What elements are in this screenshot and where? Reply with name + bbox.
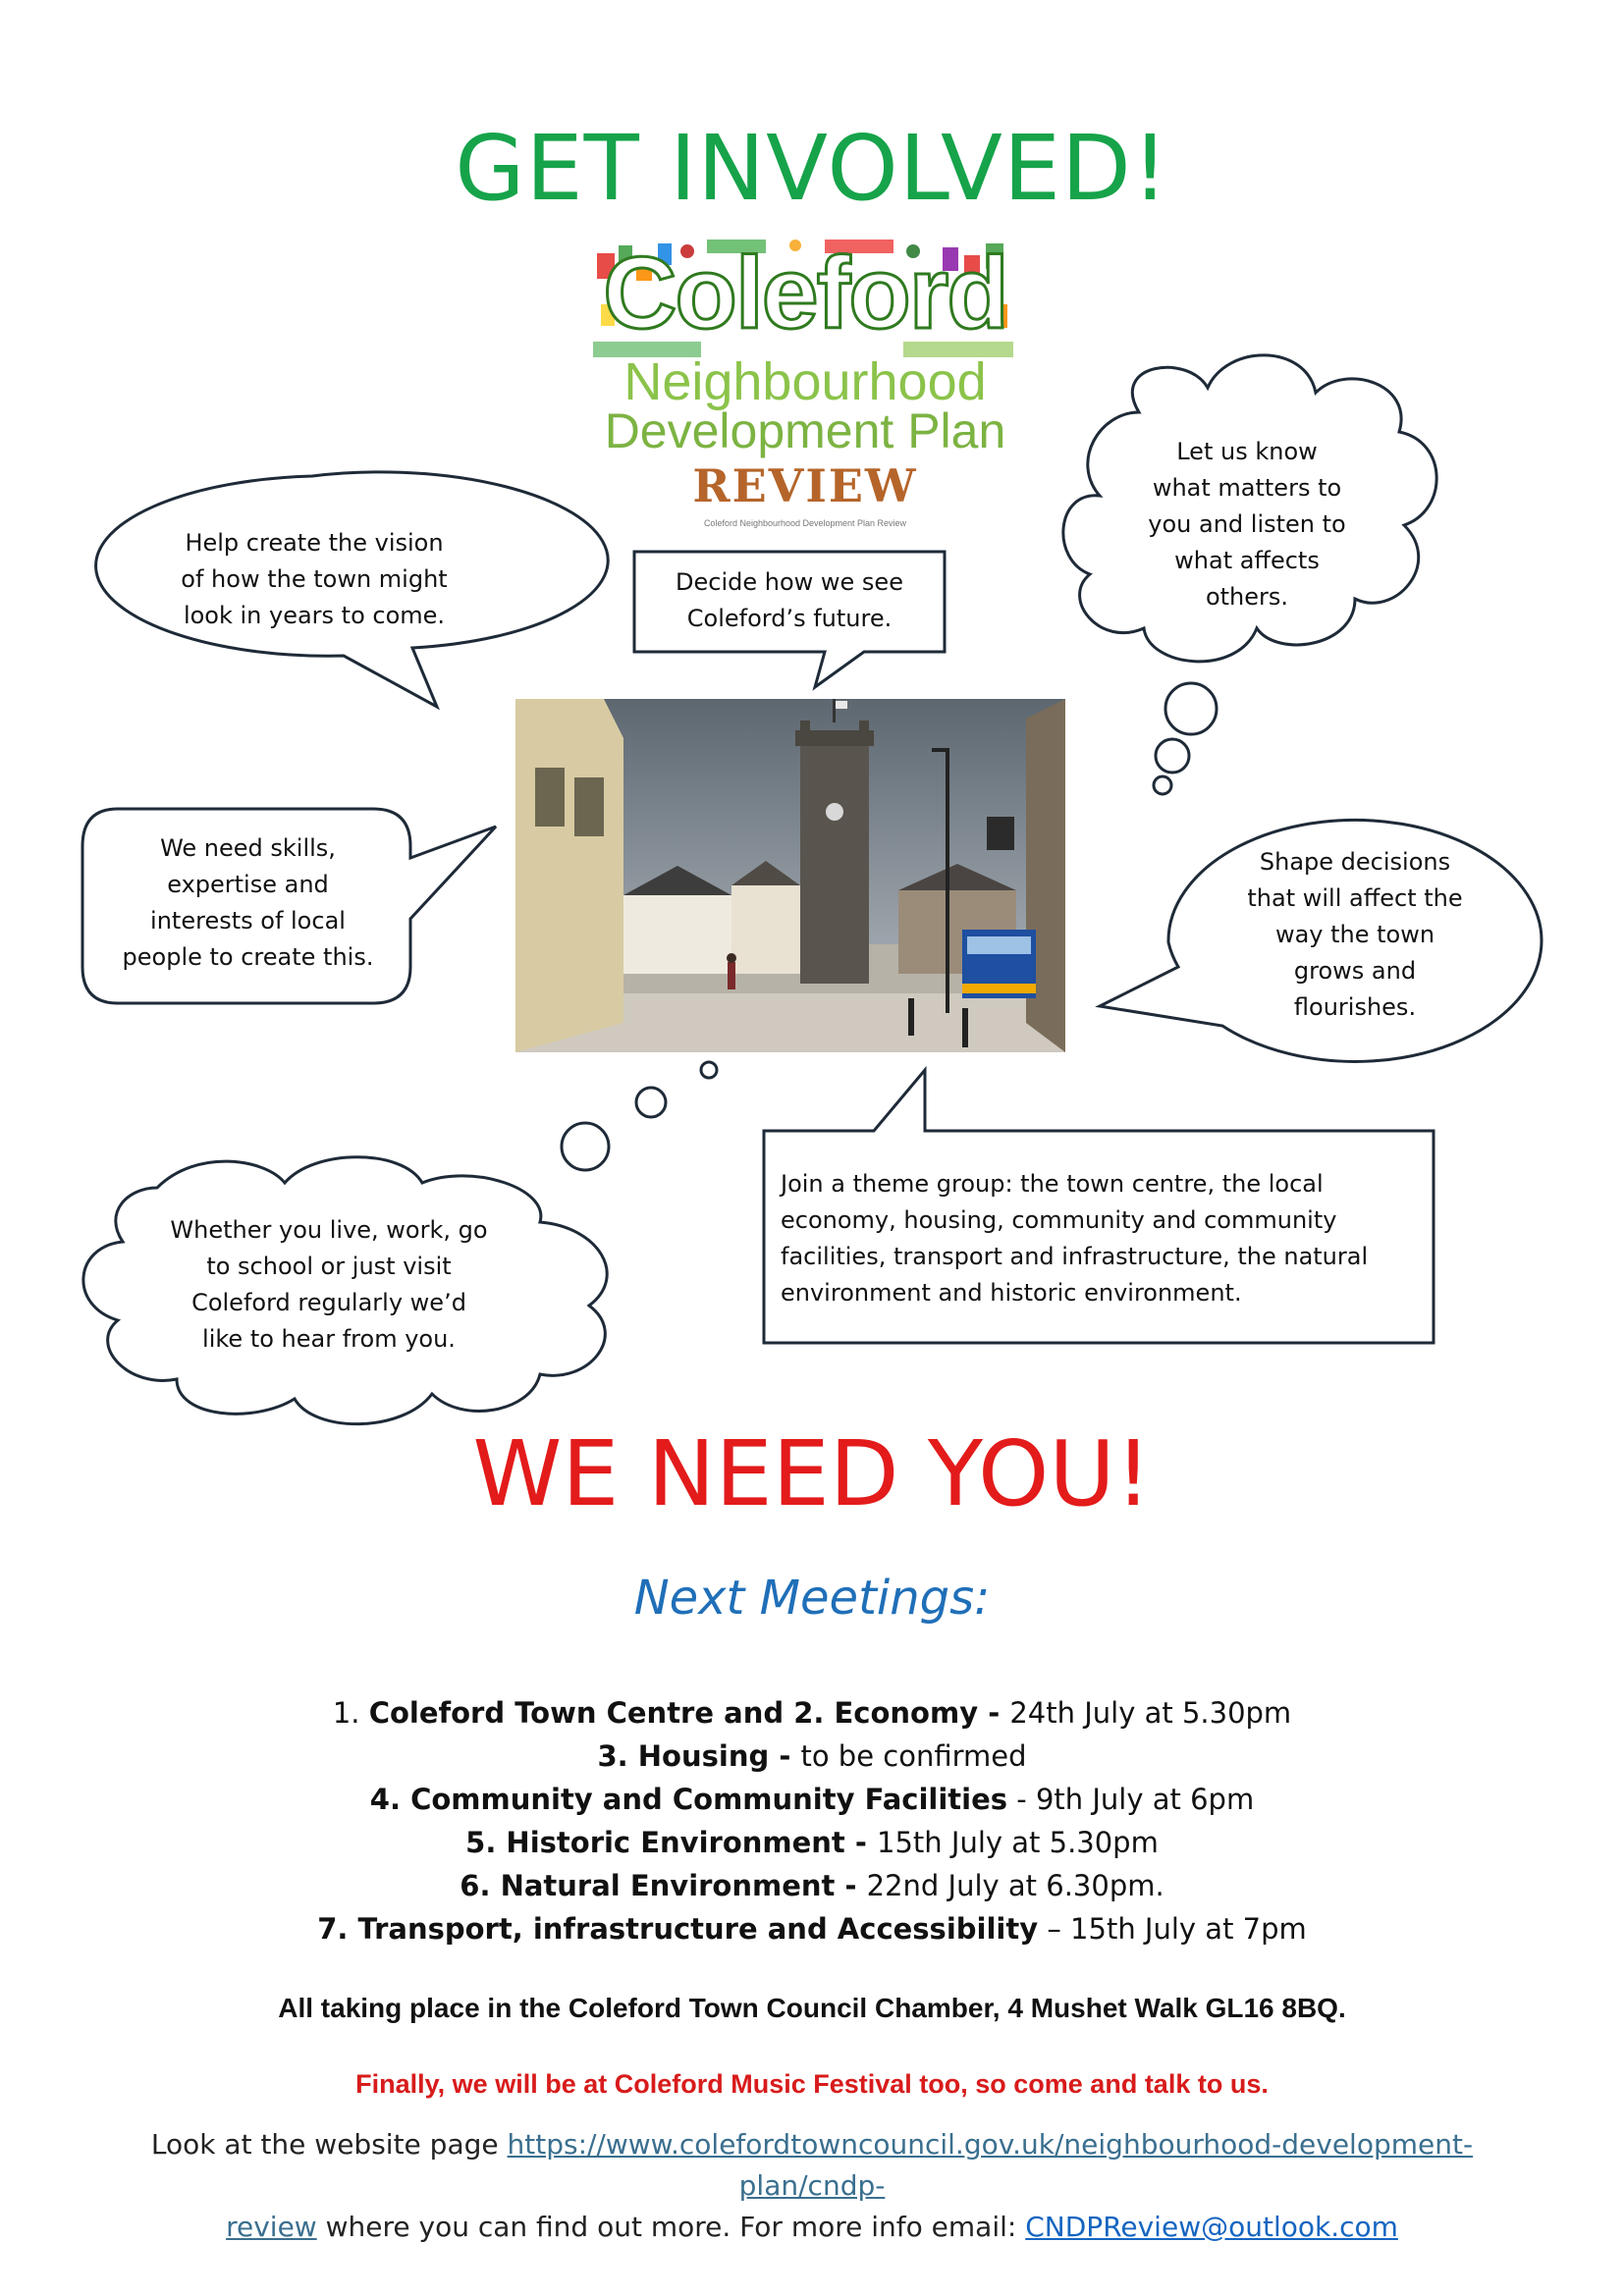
vision-text: Help create the vision of how the town might look in years to come. xyxy=(181,529,448,629)
meeting-item: 1. Coleford Town Centre and 2. Economy - 24th July at 5.30pm xyxy=(332,1696,1292,1730)
logo-line-review: REVIEW xyxy=(692,459,918,512)
meeting-item: 3. Housing - to be confirmed xyxy=(597,1739,1027,1773)
logo-caption: Coleford Neighbourhood Development Plan Review xyxy=(703,518,907,528)
meeting-item: 5. Historic Environment - 15th July at 5.30pm xyxy=(465,1826,1159,1859)
logo-title: Coleford xyxy=(603,237,1007,350)
shape-text: Shape decisions that will affect the way the town grows and flourishes. xyxy=(1247,848,1463,1021)
whether-text: Whether you live, work, go to school or just visit Coleford regularly we’d like to hear from you. xyxy=(170,1216,488,1353)
meeting-item: 4. Community and Community Facilities - 9th July at 6pm xyxy=(369,1783,1255,1816)
skills-text: We need skills, expertise and interests of local people to create this. xyxy=(122,834,374,971)
let-us-know-text: Let us know what matters to you and listen to what affects others. xyxy=(1148,438,1346,611)
meeting-location: All taking place in the Coleford Town Council Chamber, 4 Mushet Walk GL16 8BQ. xyxy=(278,1993,1346,2023)
website-info: Look at the website page https://www.colefordtowncouncil.gov.uk/neighbourhood-development-plan/cndp- review where you can find out more. For more info email: CNDPReview@outlook.com xyxy=(150,2128,1474,2243)
logo-line-development-plan: Development Plan xyxy=(604,403,1006,458)
meeting-item: 6. Natural Environment - 22nd July at 6.30pm. xyxy=(460,1869,1164,1902)
email-link[interactable]: CNDPReview@outlook.com xyxy=(1025,2211,1398,2243)
theme-text: Join a theme group: the town centre, the local economy, housing, community and community facilities, transport and infrastructure, the natural environment and historic environment. xyxy=(781,1170,1369,1307)
website-link[interactable]: https://www.colefordtowncouncil.gov.uk/neighbourhood-development-plan/cndp- xyxy=(507,2128,1474,2202)
website-link-continued[interactable]: review xyxy=(226,2211,317,2243)
logo-line-neighbourhood: Neighbourhood xyxy=(623,352,987,411)
town-centre-photo xyxy=(515,699,1065,1052)
decide-text: Decide how we see Coleford’s future. xyxy=(676,568,903,632)
we-need-you-heading: WE NEED YOU! xyxy=(472,1421,1152,1526)
music-festival-note: Finally, we will be at Coleford Music Festival too, so come and talk to us. xyxy=(355,2069,1269,2099)
page-title: GET INVOLVED! xyxy=(455,116,1169,221)
next-meetings-heading: Next Meetings: xyxy=(633,1571,991,1626)
meeting-item: 7. Transport, infrastructure and Accessibility – 15th July at 7pm xyxy=(317,1912,1307,1946)
